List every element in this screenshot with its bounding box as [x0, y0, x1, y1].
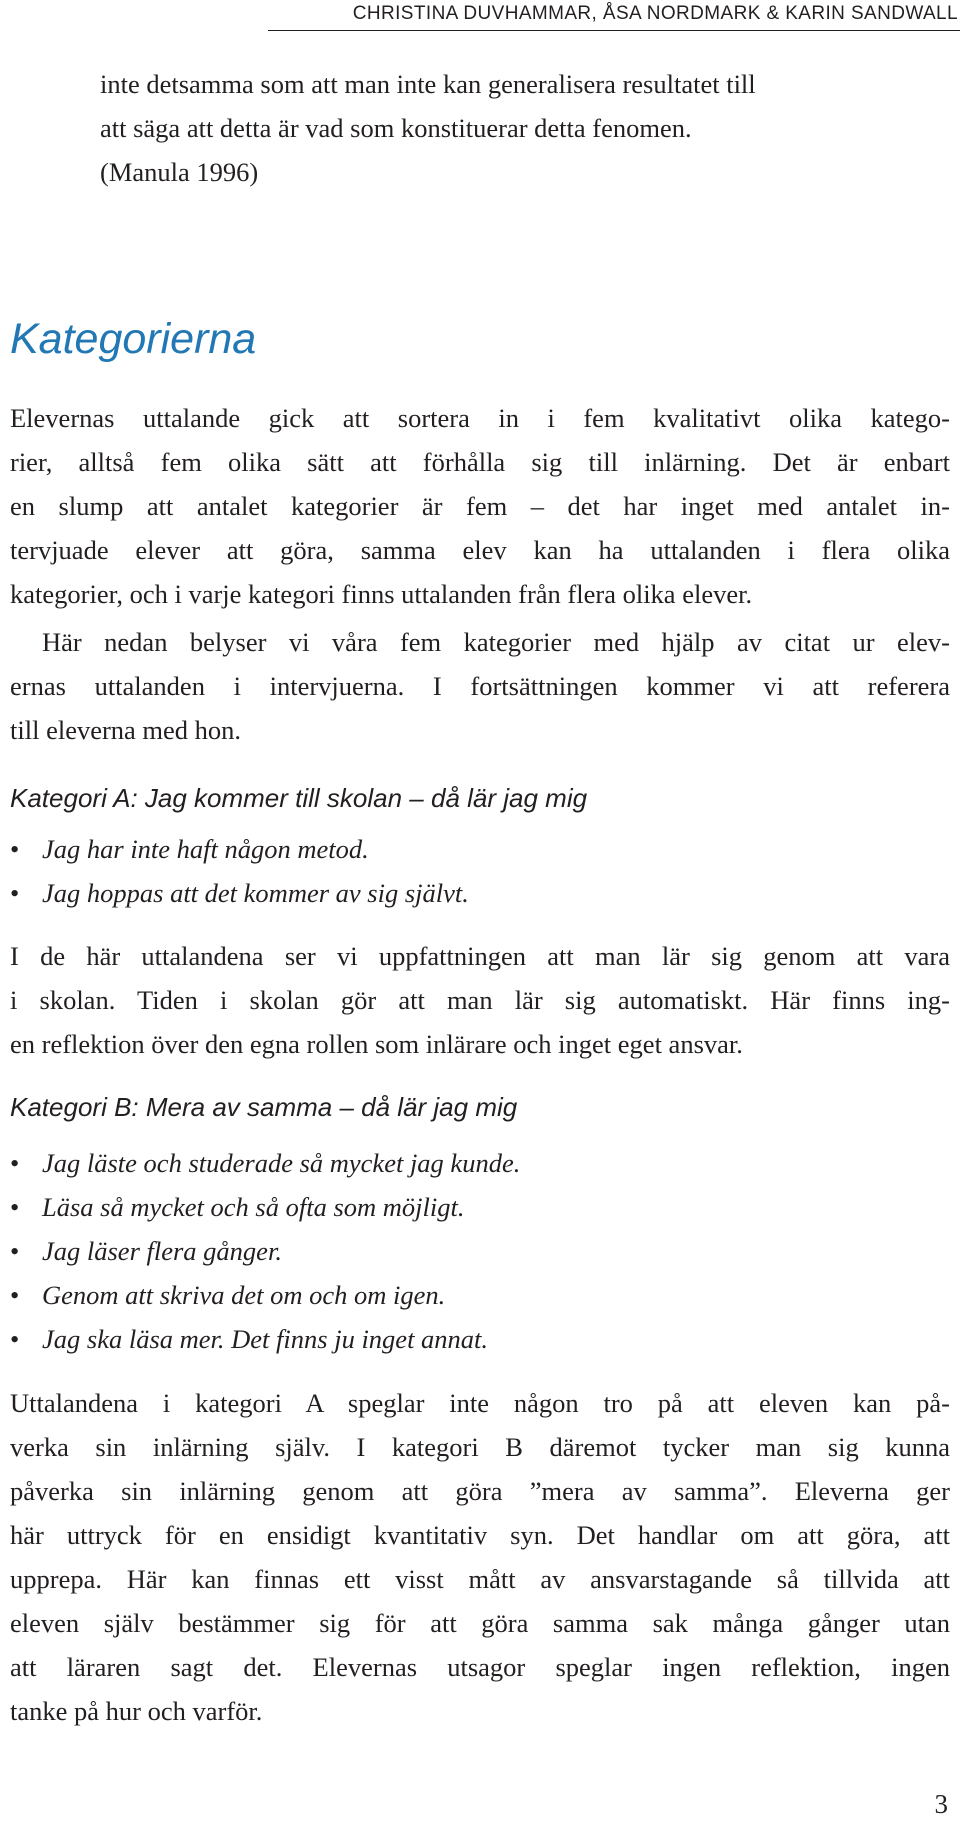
bullet-icon: •	[10, 1280, 20, 1310]
header-rule	[268, 30, 960, 31]
paragraph-category-a	[10, 934, 950, 1066]
quote-text: Jag hoppas att det kommer av sig självt.	[42, 878, 469, 908]
paragraph-line: tervjuade elever att göra, samma elev kan ha uttalanden i flera olika	[10, 535, 950, 565]
list-item	[10, 827, 469, 871]
bullet-icon: •	[10, 1236, 20, 1266]
quote-text: Jag har inte haft någon metod.	[42, 834, 369, 864]
paragraph-line: kategorier, och i varje kategori finns uttalanden från flera olika elever.	[10, 579, 753, 609]
bullet-icon: •	[10, 834, 20, 864]
list-item	[10, 1141, 520, 1185]
bullet-icon: •	[10, 1192, 20, 1222]
block-quote	[100, 62, 950, 194]
quote-citation: (Manula 1996)	[100, 157, 259, 187]
list-item	[10, 1273, 520, 1317]
category-a-quotes	[10, 827, 469, 915]
paragraph-line: en slump att antalet kategorier är fem – det har inget med antalet in-	[10, 491, 950, 521]
quote-text: Jag läser flera gånger.	[42, 1236, 282, 1266]
paragraph-line: i skolan. Tiden i skolan gör att man lär sig automatiskt. Här finns ing-	[10, 985, 950, 1015]
paragraph-line: påverka sin inlärning genom att göra ”mera av samma”. Eleverna ger	[10, 1476, 950, 1506]
section-heading: Kategorierna	[10, 315, 257, 363]
paragraph-discussion	[10, 1381, 950, 1733]
quote-text: Jag ska läsa mer. Det finns ju inget annat.	[42, 1324, 489, 1354]
paragraph-line: verka sin inlärning själv. I kategori B däremot tycker man sig kunna	[10, 1432, 950, 1462]
category-b-quotes	[10, 1141, 520, 1361]
page-number: 3	[934, 1789, 948, 1819]
paragraph-line: Elevernas uttalande gick att sortera in i fem kvalitativt olika katego-	[10, 403, 950, 433]
paragraph-line: tanke på hur och varför.	[10, 1696, 263, 1726]
bullet-icon: •	[10, 1148, 20, 1178]
quote-line: att säga att detta är vad som konstituerar detta fenomen.	[100, 113, 692, 143]
paragraph-line: Här nedan belyser vi våra fem kategorier med hjälp av citat ur elev-	[42, 627, 950, 657]
quote-line: inte detsamma som att man inte kan generalisera resultatet till	[100, 69, 756, 99]
bullet-icon: •	[10, 878, 20, 908]
paragraph-line: en reflektion över den egna rollen som inlärare och inget eget ansvar.	[10, 1029, 743, 1059]
paragraph-line: att läraren sagt det. Elevernas utsagor speglar ingen reflektion, ingen	[10, 1652, 950, 1682]
paragraph-line: ernas uttalanden i intervjuerna. I fortsättningen kommer vi att referera	[10, 671, 950, 701]
quote-text: Jag läste och studerade så mycket jag kunde.	[42, 1148, 521, 1178]
running-head: CHRISTINA DUVHAMMAR, ÅSA NORDMARK & KARIN SANDWALL	[352, 3, 958, 24]
paragraph-intro	[10, 396, 950, 616]
list-item	[10, 1185, 520, 1229]
category-b-heading: Kategori B: Mera av samma – då lär jag mig	[10, 1092, 518, 1122]
category-a-heading: Kategori A: Jag kommer till skolan – då lär jag mig	[10, 783, 588, 813]
paragraph-line: I de här uttalandena ser vi uppfattningen att man lär sig genom att vara	[10, 941, 950, 971]
paragraph-line: rier, alltså fem olika sätt att förhålla sig till inlärning. Det är enbart	[10, 447, 950, 477]
list-item	[10, 871, 469, 915]
paragraph-line: eleven själv bestämmer sig för att göra samma sak många gånger utan	[10, 1608, 950, 1638]
quote-text: Genom att skriva det om och om igen.	[42, 1280, 446, 1310]
list-item	[10, 1229, 520, 1273]
paragraph-line: upprepa. Här kan finnas ett visst mått av ansvarstagande så tillvida att	[10, 1564, 950, 1594]
paragraph-line: Uttalandena i kategori A speglar inte någon tro på att eleven kan på-	[10, 1388, 950, 1418]
paragraph-line: till eleverna med hon.	[10, 715, 242, 745]
quote-text: Läsa så mycket och så ofta som möjligt.	[42, 1192, 465, 1222]
bullet-icon: •	[10, 1324, 20, 1354]
paragraph-overview	[10, 620, 950, 752]
list-item	[10, 1317, 520, 1361]
paragraph-line: här uttryck för en ensidigt kvantitativ syn. Det handlar om att göra, att	[10, 1520, 950, 1550]
